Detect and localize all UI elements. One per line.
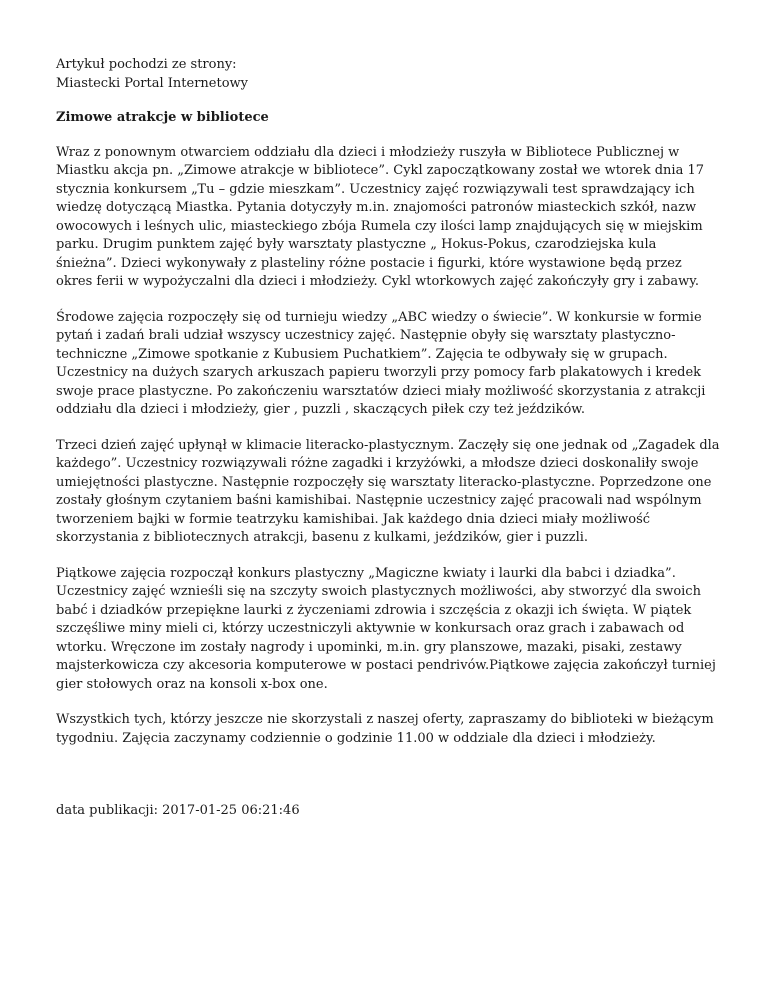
source-label: Artykuł pochodzi ze strony: <box>56 57 237 72</box>
article-paragraph-3: Trzeci dzień zajęć upłynął w klimacie literacko-plastycznym. Zaczęły się one jednak od „Zagadek dla każdego”. Uczestnicy rozwiązywali różne zagadki i krzyżówki, a młodsze dzieci doskonaliły swoje umiejętności plastyczne. Następnie rozpoczęły się warsztaty literacko-plastyczne. Poprzedzone one zostały głośnym czytaniem baśni kamishibai. Następnie uczestnicy zajęć pracowali nad wspólnym tworzeniem bajki w formie teatrzyku kamishibai. Jak każdego dnia dzieci miały możliwość skorzystania z bibliotecznych atrakcji, basenu z kulkami, jeździków, gier i puzzli. <box>56 437 720 545</box>
article-paragraph-5: Wszystkich tych, którzy jeszcze nie skorzystali z naszej oferty, zapraszamy do biblioteki w bieżącym tygodniu. Zajęcia zaczynamy codziennie o godzinie 11.00 w oddziale dla dzieci i młodzieży. <box>56 712 714 746</box>
source-attribution <box>56 56 720 93</box>
article-paragraph-1: Wraz z ponownym otwarciem oddziału dla dzieci i młodzieży ruszyła w Bibliotece Publicznej w Miastku akcja pn. „Zimowe atrakcje w bibliotece”. Cykl zapoczątkowany został we wtorek dnia 17 stycznia konkursem „Tu – gdzie mieszkam”. Uczestnicy zajęć rozwiązywali test sprawdzający ich wiedzę dotyczącą Miastka. Pytania dotyczyły m.in. znajomości patronów miasteckich szkół, nazw owocowych i leśnych ulic, miasteckiego zbója Rumela czy ilości lamp znajdujących się w miejskim parku. Drugim punktem zajęć były warsztaty plastyczne „ Hokus-Pokus, czarodziejska kula śnieżna”. Dzieci wykonywały z plasteliny różne postacie i figurki, które wystawione będą przez okres ferii w wypożyczalni dla dzieci i młodzieży. Cykl wtorkowych zajęć zakończyły gry i zabawy. <box>56 144 705 289</box>
source-site-name: Miastecki Portal Internetowy <box>56 75 249 91</box>
article-paragraph-4: Piątkowe zajęcia rozpoczął konkurs plastyczny „Magiczne kwiaty i laurki dla babci i dziadka”. Uczestnicy zajęć wznieśli się na szczyty swoich plastycznych możliwości, aby stworzyć dla swoich babć i dziadków przepiękne laurki z życzeniami zdrowia i szczęścia z okazji ich święta. W piątek szczęśliwe miny mieli ci, którzy uczestniczyli aktywnie w konkursach oraz grach i zabawach od wtorku. Wręczone im zostały nagrody i upominki, m.in. gry planszowe, mazaki, pisaki, zestawy majsterkowicza czy akcesoria komputerowe w postaci pendrivów.Piątkowe zajęcia zakończył turniej gier stołowych oraz na konsoli x-box one. <box>56 565 716 692</box>
article-title: Zimowe atrakcje w bibliotece <box>56 110 269 125</box>
article-body <box>56 144 720 749</box>
document-page <box>56 56 720 821</box>
publication-date: data publikacji: 2017-01-25 06:21:46 <box>56 803 300 818</box>
article-paragraph-2: Środowe zajęcia rozpoczęły się od turnieju wiedzy „ABC wiedzy o świecie”. W konkursie w formie pytań i zadań brali udział wszyscy uczestnicy zajęć. Następnie obyły się warsztaty plastyczno-techniczne „Zimowe spotkanie z Kubusiem Puchatkiem”. Zajęcia te odbywały się w grupach. Uczestnicy na dużych szarych arkuszach papieru tworzyli przy pomocy farb plakatowych i kredek swoje prace plastyczne. Po zakończeniu warsztatów dzieci miały możliwość skorzystania z atrakcji oddziału dla dzieci i młodzieży, gier , puzzli , skaczących piłek czy też jeździków. <box>56 309 706 417</box>
